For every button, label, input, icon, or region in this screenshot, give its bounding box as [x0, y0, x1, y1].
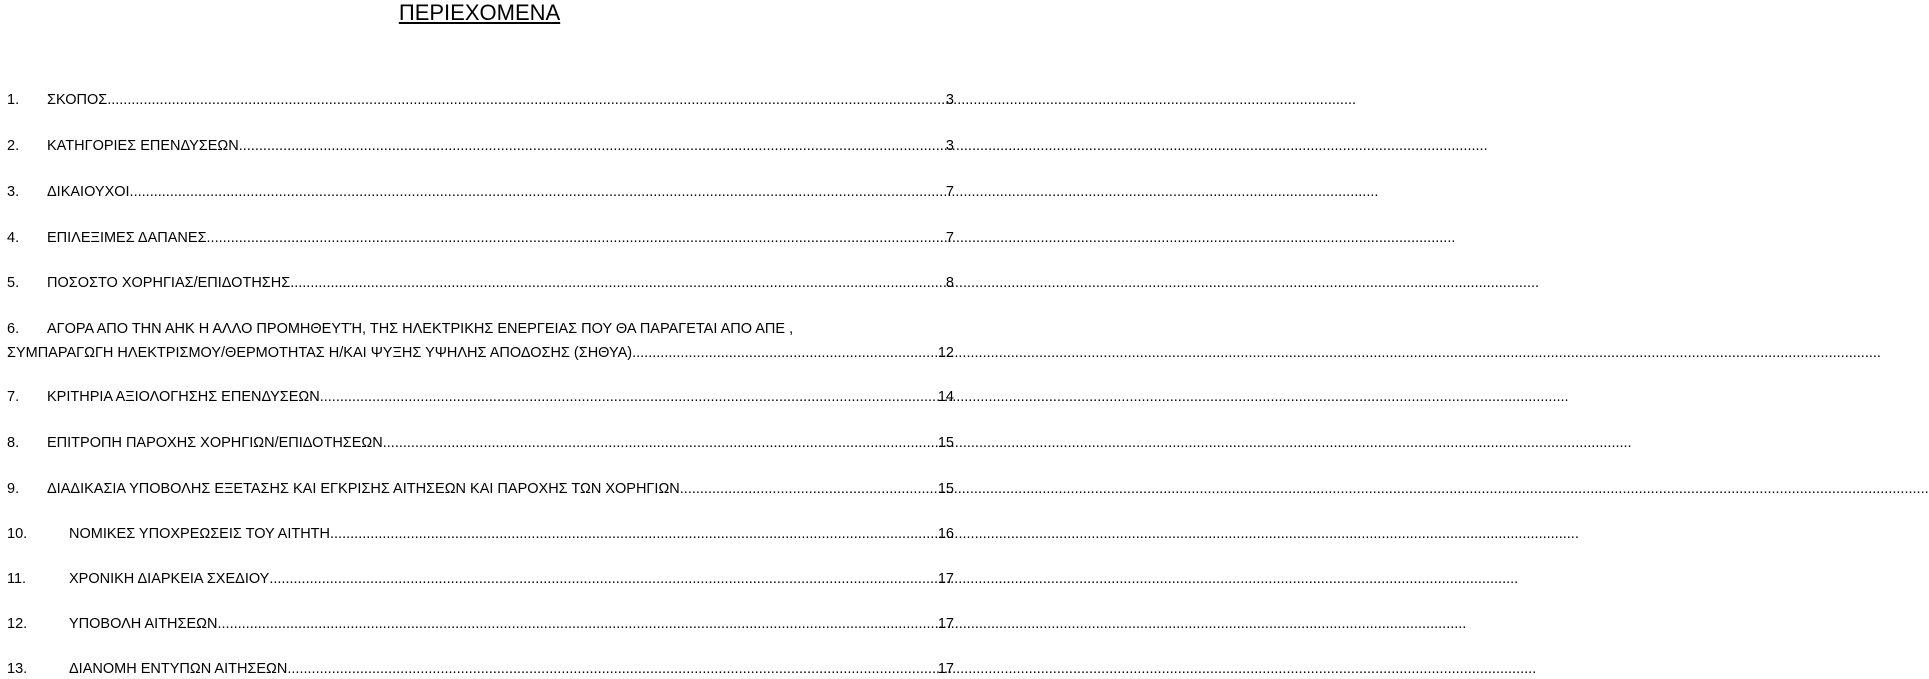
toc-entry-label: ΔΙΚΑΙΟΥΧΟΙ — [47, 184, 130, 200]
toc-dot-leader — [107, 90, 946, 110]
toc-entry-number: 8. — [7, 435, 20, 451]
toc-entry-page: 17 — [937, 661, 954, 677]
toc-dot-leader — [130, 182, 946, 202]
toc-entry-7[interactable] — [7, 387, 954, 407]
toc-entry-number: 11. — [7, 571, 27, 587]
toc-entry-label: ΥΠΟΒΟΛΗ ΑΙΤΗΣΕΩΝ — [69, 616, 218, 632]
toc-entry-1[interactable] — [7, 90, 954, 110]
toc-entry-2[interactable] — [7, 136, 954, 156]
toc-entry-12[interactable] — [7, 614, 954, 634]
toc-entry-number: 1. — [7, 92, 20, 108]
toc-dot-leader — [217, 614, 937, 634]
toc-entry-13[interactable] — [7, 659, 954, 679]
toc-entry-number: 4. — [7, 230, 20, 246]
toc-dot-leader — [287, 659, 937, 679]
toc-entry-number: 12. — [7, 616, 28, 632]
toc-entry-label: ΚΑΤΗΓΟΡΙΕΣ ΕΠΕΝΔΥΣΕΩΝ — [47, 138, 239, 154]
toc-entry-label: ΣΚΟΠΟΣ — [47, 92, 108, 108]
toc-entry-page: 15 — [937, 435, 954, 451]
toc-entry-page: 3 — [945, 92, 954, 108]
toc-entry-label: ΕΠΙΤΡΟΠΗ ΠΑΡΟΧΗΣ ΧΟΡΗΓΙΩΝ/ΕΠΙΔΟΤΗΣΕΩΝ — [47, 435, 383, 451]
toc-entry-label: ΔΙΑΝΟΜΗ ΕΝΤΥΠΩΝ ΑΙΤΗΣΕΩΝ — [69, 661, 288, 677]
toc-dot-leader — [632, 343, 938, 363]
toc-entry-8[interactable] — [7, 433, 954, 453]
toc-entry-page: 16 — [937, 526, 954, 542]
toc-entry-page: 7 — [945, 184, 954, 200]
toc-entry-number: 7. — [7, 389, 20, 405]
toc-entry-page: 17 — [937, 616, 954, 632]
toc-entry-3[interactable] — [7, 182, 954, 202]
toc-dot-leader — [239, 136, 946, 156]
toc-entry-9[interactable] — [7, 479, 954, 499]
toc-entry-number: 3. — [7, 184, 20, 200]
toc-dot-leader — [290, 273, 946, 293]
toc-entry-label: ΠΟΣΟΣΤΟ ΧΟΡΗΓΙΑΣ/ΕΠΙΔΟΤΗΣΗΣ — [47, 275, 291, 291]
toc-entry-5[interactable] — [7, 273, 954, 293]
toc-entry-page: 14 — [937, 389, 954, 405]
toc-dot-leader — [680, 479, 938, 499]
toc-dot-leader — [320, 387, 938, 407]
table-of-contents — [0, 0, 959, 678]
toc-entry-page: 3 — [945, 138, 954, 154]
toc-entry-page: 7 — [945, 230, 954, 246]
toc-entry-label-line1: ΑΓΟΡΑ ΑΠΟ ΤΗΝ ΑΗΚ Η ΑΛΛΟ ΠΡΟΜΗΘΕΥΤΉ, ΤΗΣ ΗΛΕΚΤΡΙΚΗΣ ΕΝΕΡΓΕΙΑΣ ΠΟΥ ΘΑ ΠΑΡΑΓΕΤΑΙ ΑΠΟ ΑΠΕ , — [47, 321, 794, 337]
toc-entry-page: 12 — [937, 345, 954, 361]
toc-dot-leader — [269, 569, 938, 589]
toc-entry-number: 9. — [7, 481, 20, 497]
page-title: ΠΕΡΙΕΧΟΜΕΝΑ — [398, 0, 561, 25]
toc-dot-leader — [383, 433, 938, 453]
toc-entry-label: ΔΙΑΔΙΚΑΣΙΑ ΥΠΟΒΟΛΗΣ ΕΞΕΤΑΣΗΣ ΚΑΙ ΕΓΚΡΙΣΗΣ ΑΙΤΗΣΕΩΝ ΚΑΙ ΠΑΡΟΧΗΣ ΤΩΝ ΧΟΡΗΓΙΩΝ — [47, 481, 680, 497]
toc-entry-label: ΝΟΜΙΚΕΣ ΥΠΟΧΡΕΩΣΕΙΣ ΤΟΥ ΑΙΤΗΤΗ — [69, 526, 330, 542]
toc-entry-number: 10. — [7, 526, 28, 542]
toc-entry-10[interactable] — [7, 524, 954, 544]
toc-entry-11[interactable] — [7, 569, 954, 589]
toc-entry-number: 6. — [7, 321, 20, 337]
toc-entry-6[interactable] — [7, 319, 954, 363]
toc-dot-leader — [207, 228, 946, 248]
toc-entry-label-line2: ΣΥΜΠΑΡΑΓΩΓΗ ΗΛΕΚΤΡΙΣΜΟΥ/ΘΕΡΜΟΤΗΤΑΣ Η/ΚΑΙ ΨΥΞΗΣ ΥΨΗΛΗΣ ΑΠΟΔΟΣΗΣ (ΣΗΘΥΑ) — [7, 345, 633, 361]
toc-entry-4[interactable] — [7, 228, 954, 248]
toc-entry-page: 17 — [937, 571, 954, 587]
toc-entry-number: 2. — [7, 138, 20, 154]
toc-entry-number: 13. — [7, 661, 28, 677]
toc-entry-label: ΚΡΙΤΗΡΙΑ ΑΞΙΟΛΟΓΗΣΗΣ ΕΠΕΝΔΥΣΕΩΝ — [47, 389, 320, 405]
toc-entry-page: 8 — [945, 275, 954, 291]
toc-entry-label: ΧΡΟΝΙΚΗ ΔΙΑΡΚΕΙΑ ΣΧΕΔΙΟΥ — [69, 571, 270, 587]
toc-dot-leader — [330, 524, 938, 544]
toc-entry-number: 5. — [7, 275, 20, 291]
toc-entry-page: 15 — [937, 481, 954, 497]
toc-entry-label: ΕΠΙΛΕΞΙΜΕΣ ΔΑΠΑΝΕΣ — [47, 230, 207, 246]
